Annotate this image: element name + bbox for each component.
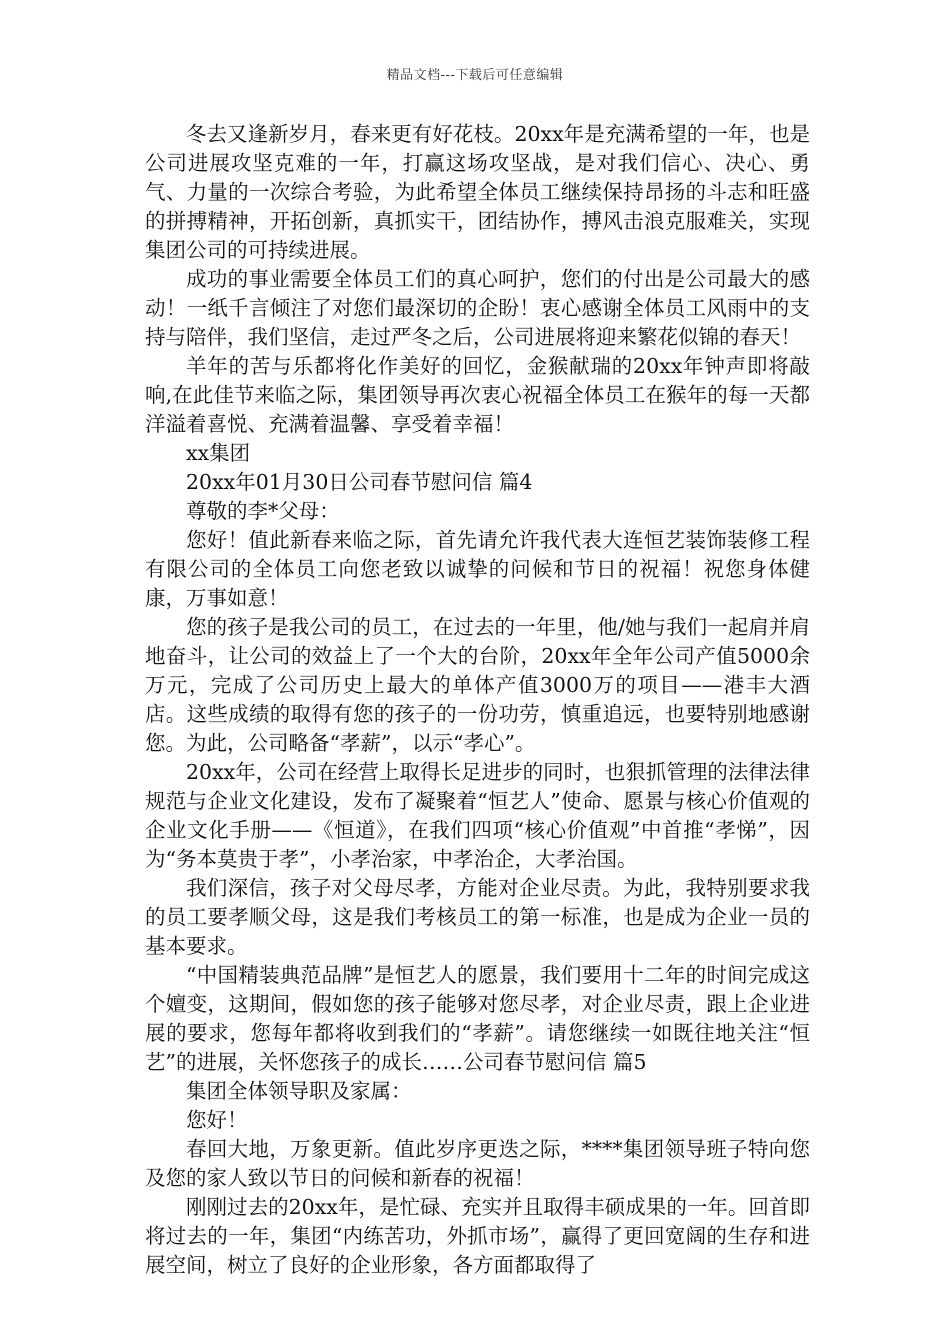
- salutation: 尊敬的李*父母：: [186, 499, 340, 523]
- section-heading: 20xx年01月30日公司春节慰问信 篇4: [186, 470, 533, 494]
- paragraph: 冬去又逢新岁月，春来更有好花枝。20xx年是充满希望的一年，也是公司进展攻坚克难的一年，打赢这场攻坚战，是对我们信心、决心、勇气、力量的一次综合考验，为此希望全体员工继续保持昂扬的斗志和旺盛的拼搏精神，开拓创新，真抓实干，团结协作，搏风击浪克服难关，实现集团公司的可持续进展。: [145, 122, 810, 262]
- paragraph: “中国精装典范品牌”是恒艺人的愿景，我们要用十二年的时间完成这个嬗变，这期间，假如您的孩子能够对您尽孝，对企业尽责，跟上企业进展的要求，您每年都将收到我们的“孝薪”。请您继续一如既往地关注“恒艺”的进展，关怀您孩子的成长……公司春节慰问信 篇5: [145, 963, 810, 1074]
- paragraph: 春回大地，万象更新。值此岁序更迭之际，****集团领导班子特向您及您的家人致以节日的问候和新春的祝福！: [145, 1137, 810, 1190]
- greeting: 您好！: [186, 1108, 248, 1132]
- salutation: 集团全体领导职及家属：: [186, 1079, 412, 1103]
- paragraph: 羊年的苦与乐都将化作美好的回忆，金猴献瑞的20xx年钟声即将敲响,在此佳节来临之际，集团领导再次衷心祝福全体员工在猴年的每一天都洋溢着喜悦、充满着温馨、享受着幸福！: [145, 354, 810, 436]
- document-body: [145, 120, 810, 1280]
- paragraph: 您好！值此新春来临之际，首先请允许我代表大连恒艺装饰装修工程有限公司的全体员工向您老致以诚挚的问候和节日的祝福！祝您身体健康，万事如意！: [145, 528, 810, 610]
- paragraph: 刚刚过去的20xx年，是忙碌、充实并且取得丰硕成果的一年。回首即将过去的一年，集团“内练苦功，外抓市场”，赢得了更回宽阔的生存和进展空间，树立了良好的企业形象，各方面都取得了: [145, 1195, 810, 1277]
- signature-line: xx集团: [186, 441, 251, 465]
- page-header: 精品文档---下载后可任意编辑: [386, 68, 564, 83]
- paragraph: 我们深信，孩子对父母尽孝，方能对企业尽责。为此，我特别要求我的员工要孝顺父母，这是我们考核员工的第一标准，也是成为企业一员的基本要求。: [145, 876, 810, 958]
- paragraph: 20xx年，公司在经营上取得长足进步的同时，也狠抓管理的法律法律规范与企业文化建设，发布了凝聚着“恒艺人”使命、愿景与核心价值观的企业文化手册——《恒道》，在我们四项“核心价值观”中首推“孝悌”，因为“务本莫贵于孝”，小孝治家，中孝治企，大孝治国。: [145, 760, 810, 871]
- paragraph: 成功的事业需要全体员工们的真心呵护，您们的付出是公司最大的感动！一纸千言倾注了对您们最深切的企盼！衷心感谢全体员工风雨中的支持与陪伴，我们坚信，走过严冬之后，公司进展将迎来繁花似锦的春天！: [145, 267, 810, 349]
- paragraph: 您的孩子是我公司的员工，在过去的一年里，他/她与我们一起肩并肩地奋斗，让公司的效益上了一个大的台阶，20xx年全年公司产值5000余万元，完成了公司历史上最大的单体产值3000万的项目——港丰大酒店。这些成绩的取得有您的孩子的一份功劳，慎重追远，也要特别地感谢您。为此，公司略备“孝薪”，以示“孝心”。: [145, 615, 810, 755]
